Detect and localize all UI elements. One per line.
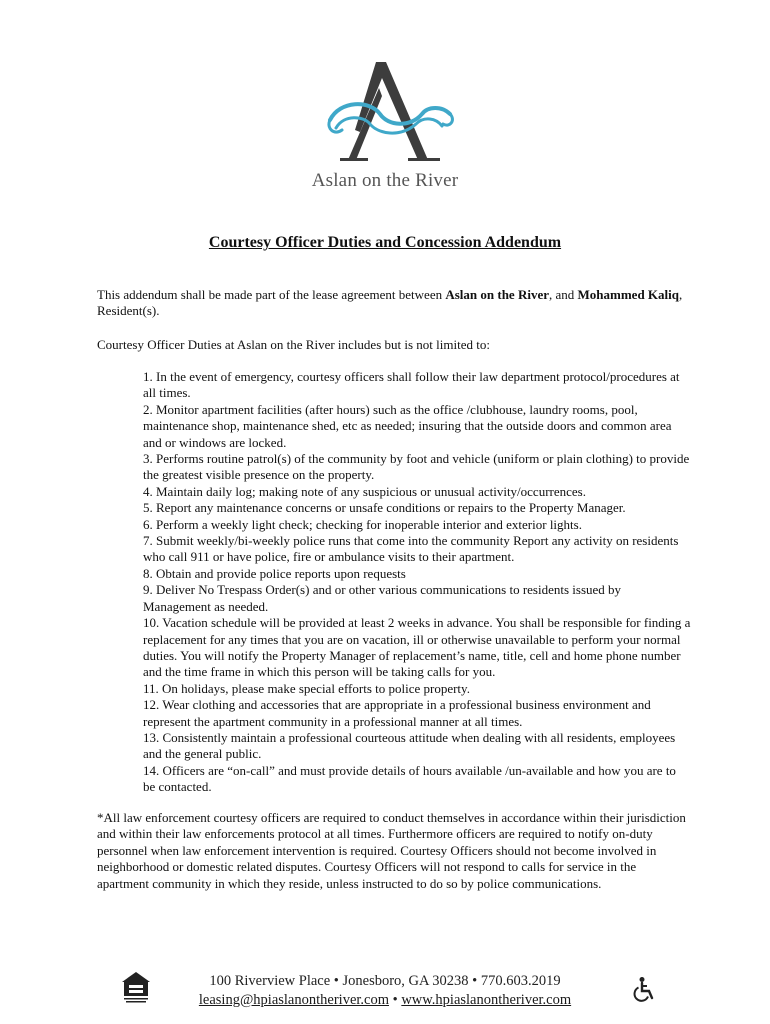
- list-item: 11. On holidays, please make special efforts to police property.: [143, 680, 470, 696]
- intro-paragraph: [97, 287, 689, 320]
- list-item: 13. Consistently maintain a professional courteous attitude when dealing with all residents, employees and the general public.: [143, 729, 676, 762]
- duties-list: [143, 369, 691, 796]
- intro-suffix: , Resident(s).: [97, 287, 683, 319]
- wheelchair-accessibility-icon: [632, 976, 658, 1002]
- intro-middle: , and: [548, 287, 578, 302]
- property-name: Aslan on the River: [445, 287, 549, 302]
- resident-name: Mohammed Kaliq: [577, 287, 679, 302]
- list-item: 14. Officers are “on-call” and must provide details of hours available /un-available and how you are to be contacted.: [143, 762, 676, 795]
- list-item: 2. Monitor apartment facilities (after hours) such as the office /clubhouse, laundry rooms, pool, maintenance shop, maintenance shed, etc as needed; insuring that the outside doors and common area and or windows are locked.: [143, 401, 672, 450]
- list-item: 1. In the event of emergency, courtesy officers shall follow their law department protocol/procedures at all times.: [143, 369, 680, 401]
- list-item: 6. Perform a weekly light check; checking for inoperable interior and exterior lights.: [143, 516, 582, 532]
- list-item: 3. Performs routine patrol(s) of the community by foot and vehicle (uniform or plain clothing) to provide the greatest visible presence on the property.: [143, 451, 690, 483]
- law-enforcement-note: *All law enforcement courtesy officers are required to conduct themselves in accordance within their jurisdiction and within their law enforcements protocol at all times. Furthermore officers are required to notify on-duty personnel when law enforcement intervention is required. Courtesy Officers should not become involved in neighborhood or domestic related disputes. Courtesy Officers will not respond to calls for service in the apartment community in which they reside, unless instructed to do so by police communications.: [97, 810, 686, 891]
- list-item: 4. Maintain daily log; making note of any suspicious or unusual activity/occurrences.: [143, 483, 586, 499]
- email-link[interactable]: leasing@hpiaslanontheriver.com: [198, 992, 389, 1008]
- list-item: 9. Deliver No Trespass Order(s) and or other various communications to residents issued by Management as needed.: [143, 582, 622, 614]
- intro-prefix: This addendum shall be made part of the lease agreement between: [97, 287, 446, 302]
- list-item: 10. Vacation schedule will be provided at least 2 weeks in advance. You shall be responsible for finding a replacement for any times that you are on vacation, ill or otherwise unavailable to perform your normal duties. You will notify the Property Manager of replacement’s name, title, cell and home phone number and the time frame in which this person will be taking calls for you.: [143, 615, 691, 680]
- brand-name: Aslan on the River: [311, 170, 459, 191]
- list-item: 7. Submit weekly/bi-weekly police runs that come into the community Report any activity on residents who call 911 or have police, fire or ambulance visits to their apartment.: [143, 533, 679, 565]
- list-item: 8. Obtain and provide police reports upon requests: [143, 565, 406, 581]
- website-link[interactable]: www.hpiaslanontheriver.com: [401, 992, 572, 1008]
- document-title: Courtesy Officer Duties and Concession Addendum: [208, 234, 562, 251]
- duties-lead: Courtesy Officer Duties at Aslan on the River includes but is not limited to:: [97, 337, 490, 352]
- footer-separator: •: [389, 992, 402, 1008]
- list-item: 5. Report any maintenance concerns or unsafe conditions or repairs to the Property Manager.: [143, 500, 626, 516]
- list-item: 12. Wear clothing and accessories that are appropriate in a professional business environment and represent the apartment community in a professional manner at all times.: [143, 697, 651, 729]
- footer-address: 100 Riverview Place • Jonesboro, GA 30238 • 770.603.2019: [209, 973, 561, 989]
